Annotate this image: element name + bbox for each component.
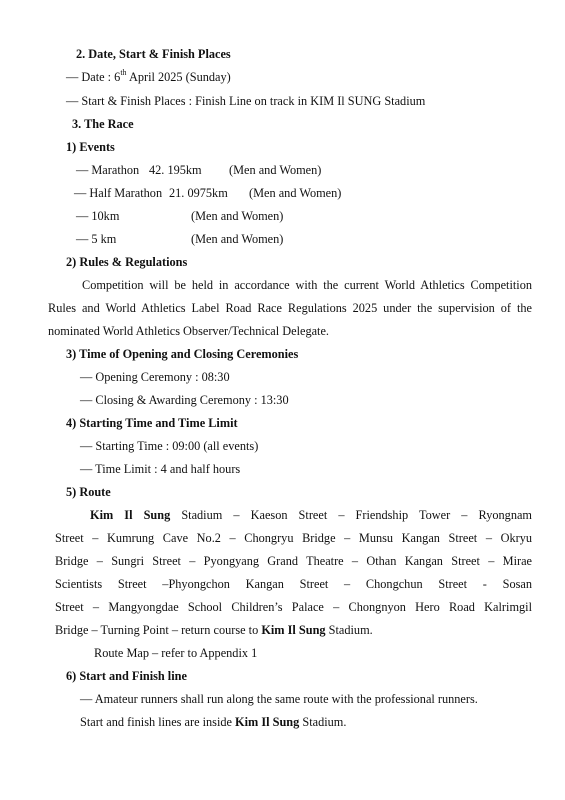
route-line-3: Bridge – Sungri Street – Pyongyang Grand Theatre – Othan Kangan Street – Mirae bbox=[55, 554, 532, 568]
time-limit: — Time Limit : 4 and half hours bbox=[80, 462, 241, 476]
rules-line-1: Competition will be held in accordance with the current World Athletics Competition bbox=[82, 278, 532, 292]
route-line-1-rest: Stadium – Kaeson Street – Friendship Tower – Ryongnam bbox=[170, 508, 532, 522]
route-heading: 5) Route bbox=[66, 485, 111, 499]
rules-line-2: Rules and World Athletics Label Road Race Regulations 2025 under the supervision of the bbox=[48, 301, 532, 315]
startfinish-bold: Kim Il Sung bbox=[235, 715, 300, 729]
startfinish-line-1: — Amateur runners shall run along the same route with the professional runners. bbox=[80, 692, 478, 706]
event-name: — 5 km bbox=[76, 232, 117, 246]
route-line-6 bbox=[55, 622, 373, 638]
route-line-1 bbox=[90, 507, 532, 523]
opening-ceremony: — Opening Ceremony : 08:30 bbox=[80, 370, 230, 384]
event-row-10km bbox=[76, 208, 283, 224]
event-who: (Men and Women) bbox=[249, 186, 342, 200]
event-dist: 42. 195km bbox=[149, 163, 202, 177]
rules-line-3: nominated World Athletics Observer/Technical Delegate. bbox=[48, 324, 329, 338]
timing-heading: 4) Starting Time and Time Limit bbox=[66, 416, 238, 430]
places-line: — Start & Finish Places : Finish Line on track in KIM Il SUNG Stadium bbox=[66, 94, 426, 108]
startfinish-post: Stadium. bbox=[299, 715, 347, 729]
startfinish-pre: Start and finish lines are inside bbox=[80, 715, 236, 729]
closing-ceremony: — Closing & Awarding Ceremony : 13:30 bbox=[80, 393, 289, 407]
section-3-heading: 3. The Race bbox=[72, 117, 134, 131]
route-map-ref: Route Map – refer to Appendix 1 bbox=[94, 646, 258, 660]
route-line-6-bold: Kim Il Sung bbox=[261, 623, 326, 637]
starting-time: — Starting Time : 09:00 (all events) bbox=[80, 439, 259, 453]
event-dist: 21. 0975km bbox=[169, 186, 228, 200]
route-kim-il-sung: Kim Il Sung bbox=[90, 508, 171, 522]
date-sup: th bbox=[120, 67, 127, 77]
events-heading: 1) Events bbox=[66, 140, 115, 154]
event-row-half bbox=[74, 185, 341, 201]
route-line-2: Street – Kumrung Cave No.2 – Chongryu Bridge – Munsu Kangan Street – Okryu bbox=[55, 531, 532, 545]
event-who: (Men and Women) bbox=[191, 232, 284, 246]
ceremonies-heading: 3) Time of Opening and Closing Ceremonies bbox=[66, 347, 299, 361]
date-pre: — Date : 6 bbox=[66, 70, 121, 84]
event-name: — Marathon bbox=[76, 163, 140, 177]
event-who: (Men and Women) bbox=[191, 209, 284, 223]
route-line-4: Scientists Street –Phyongchon Kangan Street – Chongchun Street - Sosan bbox=[55, 577, 532, 591]
startfinish-heading: 6) Start and Finish line bbox=[66, 669, 187, 683]
date-line bbox=[66, 69, 231, 85]
event-who: (Men and Women) bbox=[229, 163, 322, 177]
event-row-marathon bbox=[76, 162, 321, 178]
date-post: April 2025 (Sunday) bbox=[126, 70, 231, 84]
route-line-6-post: Stadium. bbox=[325, 623, 373, 637]
route-line-5: Street – Mangyongdae School Children’s Palace – Chongnyon Hero Road Kalrimgil bbox=[55, 600, 532, 614]
route-line-6-pre: Bridge – Turning Point – return course to bbox=[55, 623, 262, 637]
event-name: — 10km bbox=[76, 209, 120, 223]
event-name: — Half Marathon bbox=[74, 186, 163, 200]
event-row-5km bbox=[76, 231, 283, 247]
startfinish-line-2 bbox=[80, 714, 346, 730]
rules-heading: 2) Rules & Regulations bbox=[66, 255, 188, 269]
section-2-heading: 2. Date, Start & Finish Places bbox=[76, 47, 231, 61]
